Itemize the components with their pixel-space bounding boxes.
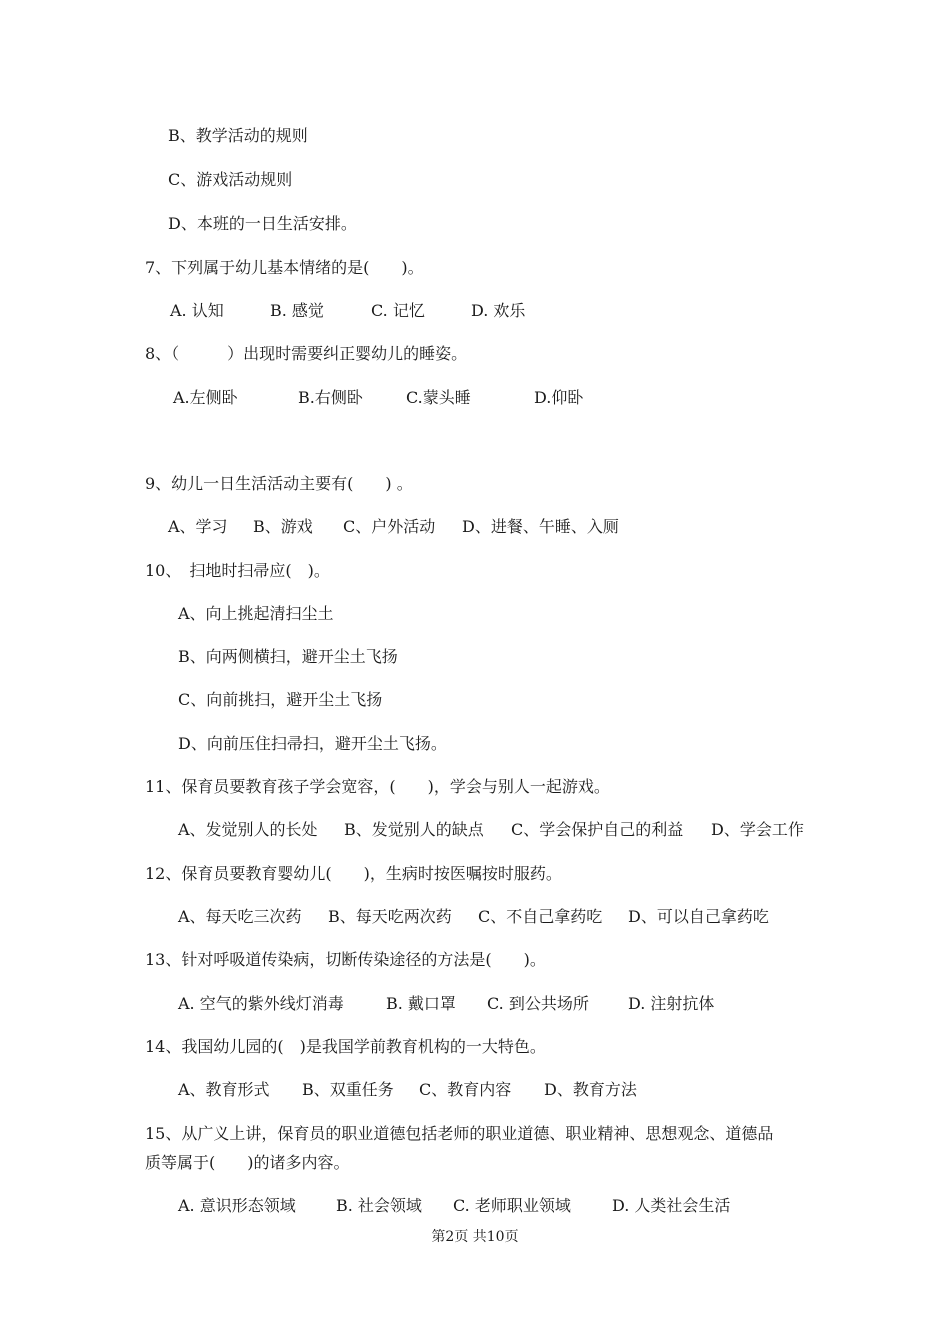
- q10-option-a: A、向上挑起清扫尘土: [178, 604, 334, 623]
- q11-option-c: C、学会保护自己的利益: [511, 820, 684, 839]
- q15-stem-line1: 15、从广义上讲，保育员的职业道德包括老师的职业道德、职业精神、思想观念、道德品: [145, 1124, 774, 1143]
- q11-option-a: A、发觉别人的长处: [178, 820, 318, 839]
- q13-option-b: B. 戴口罩: [386, 994, 456, 1013]
- q14-option-b: B、双重任务: [302, 1080, 394, 1099]
- page-number-footer: 第2页 共10页: [431, 1229, 519, 1245]
- q9-option-b: B、游戏: [253, 517, 313, 536]
- q7-option-c: C. 记忆: [371, 301, 425, 320]
- q14-stem: 14、我国幼儿园的( )是我国学前教育机构的一大特色。: [145, 1037, 546, 1056]
- q8-option-a: A.左侧卧: [173, 388, 238, 407]
- q15-option-a: A. 意识形态领域: [178, 1196, 296, 1215]
- q13-option-a: A. 空气的紫外线灯消毒: [178, 994, 344, 1013]
- q10-option-c: C、向前挑扫，避开尘土飞扬: [178, 690, 383, 709]
- q10-option-d: D、向前压住扫帚扫，避开尘土飞扬。: [178, 734, 447, 753]
- q15-option-d: D. 人类社会生活: [612, 1196, 731, 1215]
- q14-option-c: C、教育内容: [419, 1080, 512, 1099]
- q8-option-b: B.右侧卧: [298, 388, 363, 407]
- q9-option-d: D、进餐、午睡、入厕: [462, 517, 619, 536]
- q13-option-d: D. 注射抗体: [628, 994, 715, 1013]
- q6-option-d: D、本班的一日生活安排。: [168, 214, 357, 233]
- q15-stem-line2: 质等属于( )的诸多内容。: [145, 1153, 350, 1172]
- q6-option-b: B、教学活动的规则: [168, 126, 308, 145]
- q9-stem: 9、幼儿一日生活活动主要有( ) 。: [145, 474, 413, 493]
- q8-option-c: C.蒙头睡: [406, 388, 471, 407]
- q12-stem: 12、保育员要教育婴幼儿( )，生病时按医嘱按时服药。: [145, 864, 562, 883]
- q9-option-c: C、户外活动: [343, 517, 436, 536]
- q10-option-b: B、向两侧横扫，避开尘土飞扬: [178, 647, 398, 666]
- q14-option-a: A、教育形式: [178, 1080, 270, 1099]
- q13-option-c: C. 到公共场所: [487, 994, 589, 1013]
- q12-option-c: C、不自己拿药吃: [478, 907, 603, 926]
- q13-stem: 13、针对呼吸道传染病，切断传染途径的方法是( )。: [145, 950, 546, 969]
- q10-stem: 10、 扫地时扫帚应( )。: [145, 561, 330, 580]
- q9-option-a: A、学习: [168, 517, 228, 536]
- q15-option-c: C. 老师职业领域: [453, 1196, 571, 1215]
- q12-option-a: A、每天吃三次药: [178, 907, 302, 926]
- q11-option-d: D、学会工作: [711, 820, 804, 839]
- q8-stem: 8、（ ）出现时需要纠正婴幼儿的睡姿。: [145, 344, 468, 363]
- q7-option-b: B. 感觉: [270, 301, 324, 320]
- q7-stem: 7、下列属于幼儿基本情绪的是( )。: [145, 258, 424, 277]
- q11-option-b: B、发觉别人的缺点: [344, 820, 484, 839]
- q7-option-a: A. 认知: [170, 301, 224, 320]
- q6-option-c: C、游戏活动规则: [168, 170, 293, 189]
- q12-option-b: B、每天吃两次药: [328, 907, 452, 926]
- q15-option-b: B. 社会领域: [336, 1196, 422, 1215]
- q14-option-d: D、教育方法: [544, 1080, 637, 1099]
- q7-option-d: D. 欢乐: [471, 301, 526, 320]
- q8-option-d: D.仰卧: [534, 388, 584, 407]
- q11-stem: 11、保育员要教育孩子学会宽容，( )，学会与别人一起游戏。: [145, 777, 610, 796]
- q12-option-d: D、可以自己拿药吃: [628, 907, 769, 926]
